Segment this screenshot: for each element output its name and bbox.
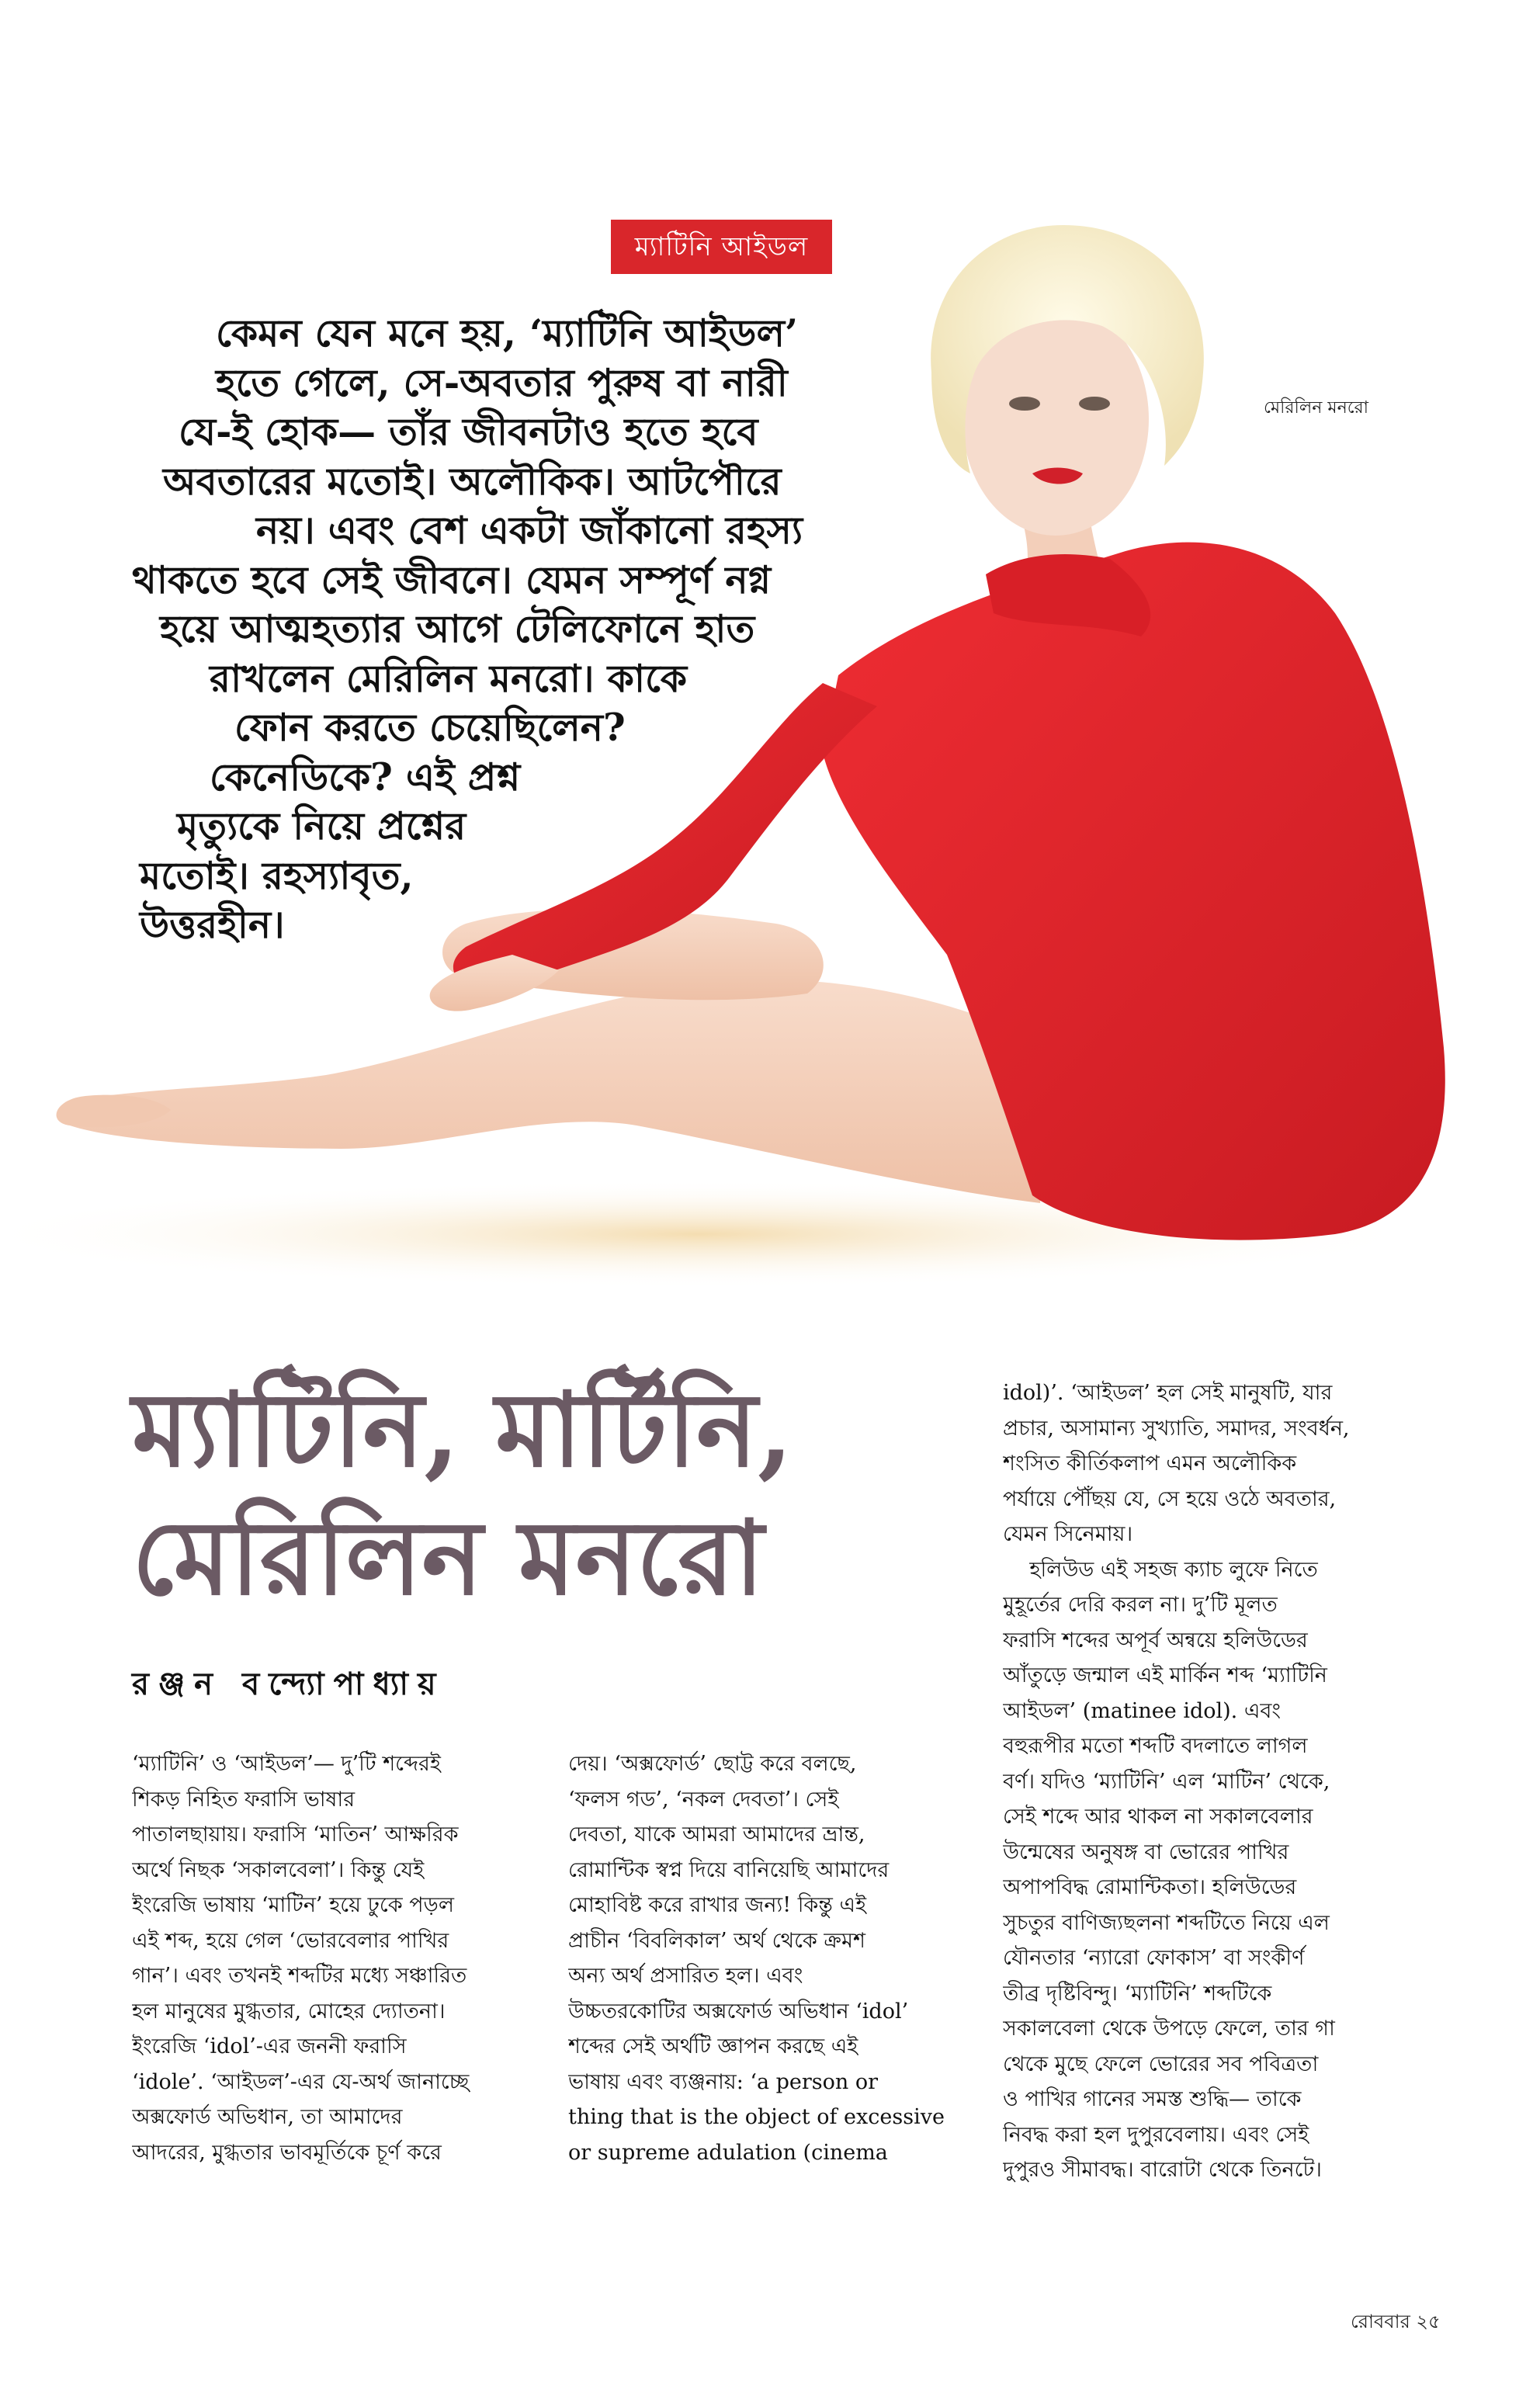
body-line: ও পাখির গানের সমস্ত শুদ্ধি— তাকে (1003, 2087, 1302, 2111)
body-line: পর্যায়ে পৌঁছয় যে, সে হয়ে ওঠে অবতার, (1003, 1486, 1337, 1511)
headline-line: মেরিলিন মনরো (132, 1498, 765, 1618)
pullquote-line: উত্তরহীন। (140, 902, 285, 947)
body-line: মুহূর্তের দেরি করল না। দু’টি মূলত (1003, 1593, 1278, 1617)
headline-line: ম্যাটিনি, মার্টিনি, (132, 1370, 793, 1490)
body-line: সেই শব্দে আর থাকল না সকালবেলার (1003, 1805, 1313, 1829)
pullquote-line: মৃত্যুকে নিয়ে প্রশ্নের (177, 803, 467, 848)
pullquote-line: থাকতে হবে সেই জীবনে। যেমন সম্পূর্ণ নগ্ন (132, 557, 772, 602)
body-line: বর্ণ। যদিও ‘ম্যাটিনি’ এল ‘মাটিন’ থেকে, (1003, 1769, 1330, 1794)
body-line: গান’। এবং তখনই শব্দটির মধ্যে সঞ্চারিত (132, 1964, 467, 1988)
body-line: উচ্চতরকোটির অক্সফোর্ড অভিধান ‘idol’ (568, 1999, 909, 2024)
body-line: আইডল’ (matinee idol). এবং (1003, 1698, 1282, 1723)
body-line: দেয়। ‘অক্সফোর্ড’ ছোট্ট করে বলছে, (568, 1752, 857, 1776)
pullquote-line: কেমন যেন মনে হয়, ‘ম্যাটিনি আইডল’ (216, 310, 799, 355)
body-line: অক্সফোর্ড অভিধান, তা আমাদের (132, 2105, 403, 2129)
body-line: ‘ম্যাটিনি’ ও ‘আইডল’— দু’টি শব্দেরই (132, 1752, 441, 1776)
body-line: প্রচার, অসামান্য সুখ্যাতি, সমাদর, সংবর্ধন, (1003, 1416, 1350, 1441)
body-line: বহুরূপীর মতো শব্দটি বদলাতে লাগল (1003, 1734, 1308, 1758)
body-line: thing that is the object of excessive (568, 2105, 945, 2129)
pullquote-line: নয়। এবং বেশ একটা জাঁকানো রহস্য (256, 508, 803, 553)
body-line: এই শব্দ, হয়ে গেল ‘ভোরবেলার পাখির (132, 1928, 449, 1953)
body-line: দুপুরও সীমাবদ্ধ। বারোটা থেকে তিনটে। (1003, 2158, 1322, 2182)
body-line: অপাপবিদ্ধ রোমান্টিকতা। হলিউডের (1003, 1875, 1297, 1899)
body-line: idol)’. ‘আইডল’ হল সেই মানুষটি, যার (1003, 1381, 1333, 1405)
pullquote-line: কেনেডিকে? এই প্রশ্ন (210, 754, 521, 799)
byline: রঞ্জন বন্দ্যোপাধ্যায় (132, 1666, 446, 1702)
pullquote-line: হয়ে আত্মহত্যার আগে টেলিফোনে হাত (160, 606, 755, 651)
body-line: পাতালছায়ায়। ফরাসি ‘মাতিন’ আক্ষরিক (132, 1822, 459, 1847)
body-line: অর্থে নিছক ‘সকালবেলা’। কিন্তু যেই (132, 1857, 425, 1882)
body-line: শংসিত কীর্তিকলাপ এমন অলৌকিক (1003, 1451, 1297, 1476)
body-line: শব্দের সেই অর্থটি জ্ঞাপন করছে এই (568, 2034, 858, 2058)
body-line: or supreme adulation (cinema (568, 2140, 888, 2165)
body-line: শিকড় নিহিত ফরাসি ভাষার (132, 1787, 356, 1812)
pullquote-line: হতে গেলে, সে-অবতার পুরুষ বা নারী (216, 359, 788, 405)
pullquote-line: অবতারের মতোই। অলৌকিক। আটপৌরে (163, 458, 782, 504)
body-line: তীব্র দৃষ্টিবিন্দু। ‘ম্যাটিনি’ শব্দটিকে (1003, 1981, 1272, 2006)
body-line: ইংরেজি ভাষায় ‘মাটিন’ হয়ে ঢুকে পড়ল (132, 1893, 454, 1917)
body-line: অন্য অর্থ প্রসারিত হল। এবং (568, 1964, 803, 1988)
body-line: দেবতা, যাকে আমরা আমাদের ভ্রান্ত, (568, 1822, 865, 1847)
body-line: প্রাচীন ‘বিবলিকাল’ অর্থ থেকে ক্রমশ (568, 1928, 865, 1953)
body-line: ভাষায় এবং ব্যঞ্জনায়: ‘a person or (568, 2069, 879, 2094)
body-line: আঁতুড়ে জন্মাল এই মার্কিন শব্দ ‘ম্যাটিনি (1003, 1663, 1327, 1687)
body-line: যেমন সিনেমায়। (1003, 1522, 1133, 1546)
body-line: ইংরেজি ‘idol’-এর জননী ফরাসি (132, 2034, 407, 2058)
body-line: রোমান্টিক স্বপ্ন দিয়ে বানিয়েছি আমাদের (568, 1857, 890, 1882)
body-line: যৌনতার ‘ন্যারো ফোকাস’ বা সংকীর্ণ (1003, 1946, 1305, 1970)
body-line: আদরের, মুগ্ধতার ভাবমূর্তিকে চূর্ণ করে (132, 2140, 442, 2165)
pullquote-line: ফোন করতে চেয়েছিলেন? (234, 705, 626, 750)
body-line: উন্মেষের অনুষঙ্গ বা ভোরের পাখির (1003, 1840, 1289, 1864)
article-headline (132, 1366, 908, 1622)
body-line: থেকে মুছে ফেলে ভোরের সব পবিত্রতা (1003, 2051, 1319, 2076)
body-column-1 (132, 1746, 536, 2170)
photo-caption: মেরিলিন মনরো (1264, 398, 1369, 418)
body-line: মোহাবিষ্ট করে রাখার জন্য! কিন্তু এই (568, 1893, 867, 1917)
body-column-3 (1003, 1375, 1422, 2188)
page-folio: রোববার ২৫ (1351, 2311, 1441, 2332)
body-line: সকালবেলা থেকে উপড়ে ফেলে, তার গা (1003, 2017, 1335, 2041)
section-tag: ম্যাটিনি আইডল (611, 220, 832, 274)
body-line: ‘ফলস গড’, ‘নকল দেবতা’। সেই (568, 1787, 839, 1812)
body-line: ‘idole’. ‘আইডল’-এর যে-অর্থ জানাচ্ছে (132, 2069, 470, 2094)
pullquote (116, 309, 838, 950)
pullquote-line: যে-ই হোক— তাঁর জীবনটাও হতে হবে (179, 409, 758, 454)
pullquote-line: মতোই। রহস্যাবৃত, (140, 852, 414, 898)
body-column-2 (568, 1746, 972, 2170)
pullquote-line: রাখলেন মেরিলিন মনরো। কাকে (210, 655, 688, 701)
body-line: নিবদ্ধ করা হল দুপুরবেলায়। এবং সেই (1003, 2122, 1309, 2147)
body-line: ফরাসি শব্দের অপূর্ব অন্বয়ে হলিউডের (1003, 1628, 1308, 1653)
body-line: হলিউড এই সহজ ক্যাচ লুফে নিতে (1003, 1557, 1318, 1582)
body-line: সুচতুর বাণিজ্যছলনা শব্দটিতে নিয়ে এল (1003, 1910, 1330, 1935)
body-line: হল মানুষের মুগ্ধতার, মোহের দ্যোতনা। (132, 1999, 446, 2024)
